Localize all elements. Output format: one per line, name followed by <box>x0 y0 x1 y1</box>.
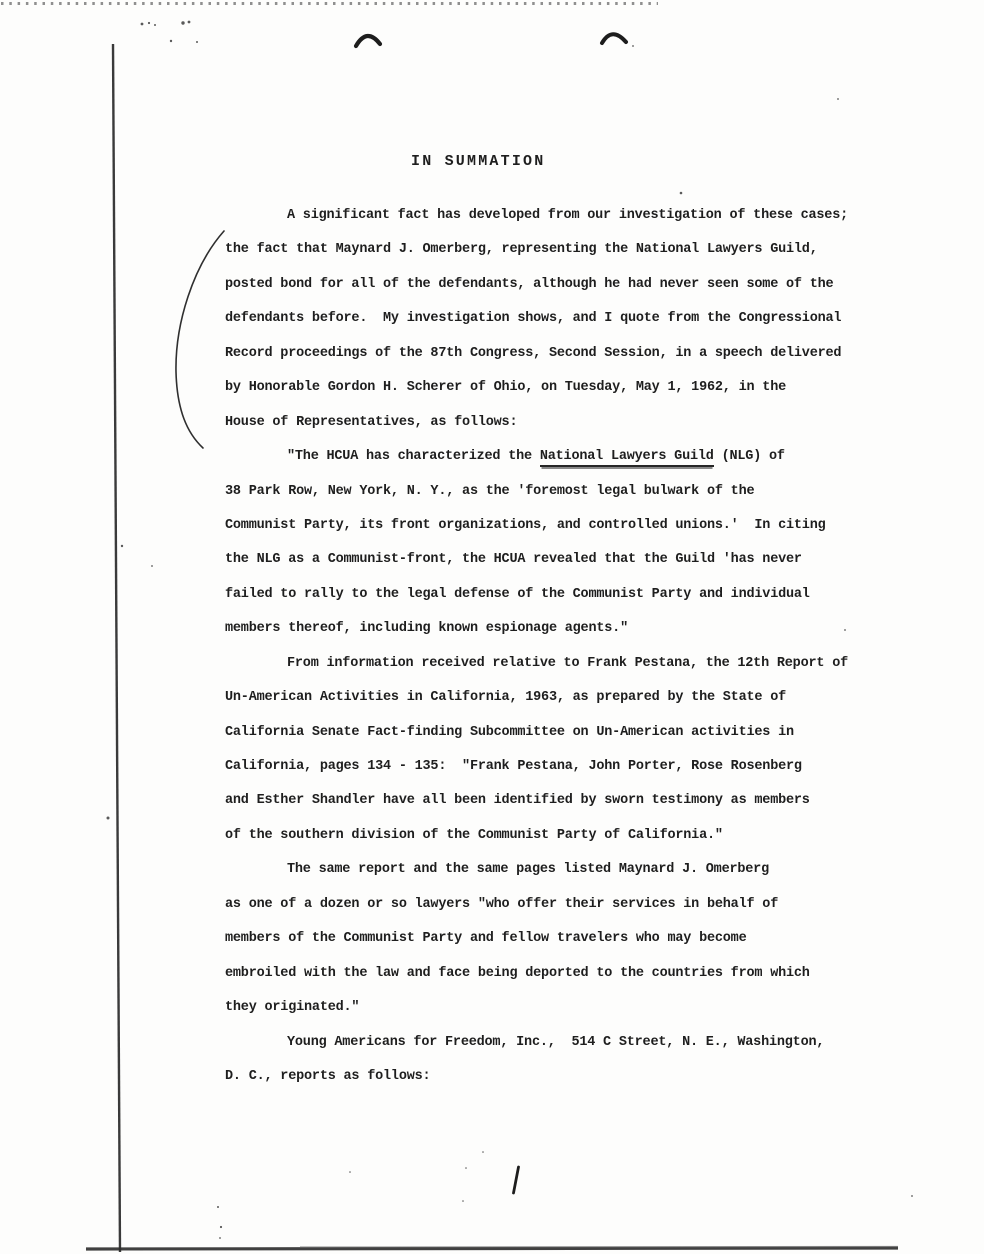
document-line <box>225 750 905 784</box>
line-text: and Esther Shandler have all been identified by sworn testimony as members <box>225 793 810 809</box>
line-text: posted bond for all of the defendants, although he had never seen some of the <box>225 276 834 292</box>
line-text: (NLG) of <box>713 449 785 465</box>
document-line <box>225 888 905 922</box>
page-number-mark <box>514 1167 519 1193</box>
document-line <box>225 957 905 991</box>
document-line <box>225 337 905 371</box>
margin-curve-mark <box>176 231 224 448</box>
line-text: California, pages 134 - 135: "Frank Pestana, John Porter, Rose Rosenberg <box>225 759 802 774</box>
document-line <box>225 509 905 543</box>
punch-arc-left-icon <box>356 36 380 46</box>
line-text: D. C., reports as follows: <box>225 1068 431 1084</box>
line-text: "The HCUA has characterized the <box>287 449 540 465</box>
document-line <box>225 853 905 887</box>
line-text: the fact that Maynard J. Omerberg, representing the National Lawyers Guild, <box>225 242 818 258</box>
line-text: members thereof, including known espionage agents." <box>225 621 628 637</box>
line-text: by Honorable Gordon H. Scherer of Ohio, on Tuesday, May 1, 1962, in the <box>225 380 786 396</box>
document-line <box>225 406 905 440</box>
document-line <box>225 819 905 853</box>
left-margin-rule <box>113 44 120 1252</box>
underlined-text: National Lawyers Guild <box>540 449 714 467</box>
line-text: failed to rally to the legal defense of the Communist Party and individual <box>225 586 810 602</box>
line-text: From information received relative to Frank Pestana, the 12th Report of <box>287 655 848 671</box>
document-line <box>225 199 905 233</box>
line-text: The same report and the same pages listed Maynard J. Omerberg <box>287 862 769 878</box>
bottom-edge-rule-fade <box>300 1247 898 1248</box>
bottom-edge-rule <box>86 1248 898 1249</box>
document-line <box>225 1060 905 1094</box>
line-text: embroiled with the law and face being deported to the countries from which <box>225 965 810 981</box>
document-line <box>225 371 905 405</box>
document-line <box>225 543 905 577</box>
document-line <box>225 268 905 302</box>
line-text: as one of a dozen or so lawyers "who offer their services in behalf of <box>225 896 779 912</box>
line-text: of the southern division of the Communist Party of California." <box>225 827 723 843</box>
line-text: they originated." <box>225 1000 360 1016</box>
document-line <box>225 578 905 612</box>
document-line <box>225 475 905 509</box>
line-text: the NLG as a Communist-front, the HCUA revealed that the Guild 'has never <box>225 552 802 568</box>
line-text: Young Americans for Freedom, Inc., 514 C Street, N. E., Washington, <box>287 1034 825 1050</box>
document-line <box>225 716 905 750</box>
line-text: Un-American Activities in California, 1963, as prepared by the State of <box>225 690 786 706</box>
line-text: California Senate Fact-finding Subcommittee on Un-American activities in <box>225 724 794 740</box>
document-line <box>225 1026 905 1060</box>
document-line <box>225 784 905 818</box>
document-title: IN SUMMATION <box>411 153 546 170</box>
document-line <box>225 233 905 267</box>
line-text: 38 Park Row, New York, N. Y., as the 'foremost legal bulwark of the <box>225 483 755 499</box>
line-text: Record proceedings of the 87th Congress, Second Session, in a speech delivered <box>225 345 842 361</box>
line-text: A significant fact has developed from our investigation of these cases; <box>287 208 848 223</box>
line-text: defendants before. My investigation shows, and I quote from the Congressional <box>225 311 842 327</box>
document-body <box>225 199 905 1094</box>
document-line <box>225 681 905 715</box>
document-line <box>225 991 905 1025</box>
line-text: House of Representatives, as follows: <box>225 414 518 430</box>
document-line <box>225 440 905 474</box>
document-line <box>225 647 905 681</box>
line-text: members of the Communist Party and fellow travelers who may become <box>225 931 747 947</box>
document-line <box>225 922 905 956</box>
punch-arc-right-icon <box>602 34 626 43</box>
line-text: Communist Party, its front organizations, and controlled unions.' In citing <box>225 517 826 533</box>
document-line <box>225 612 905 646</box>
document-line <box>225 302 905 336</box>
